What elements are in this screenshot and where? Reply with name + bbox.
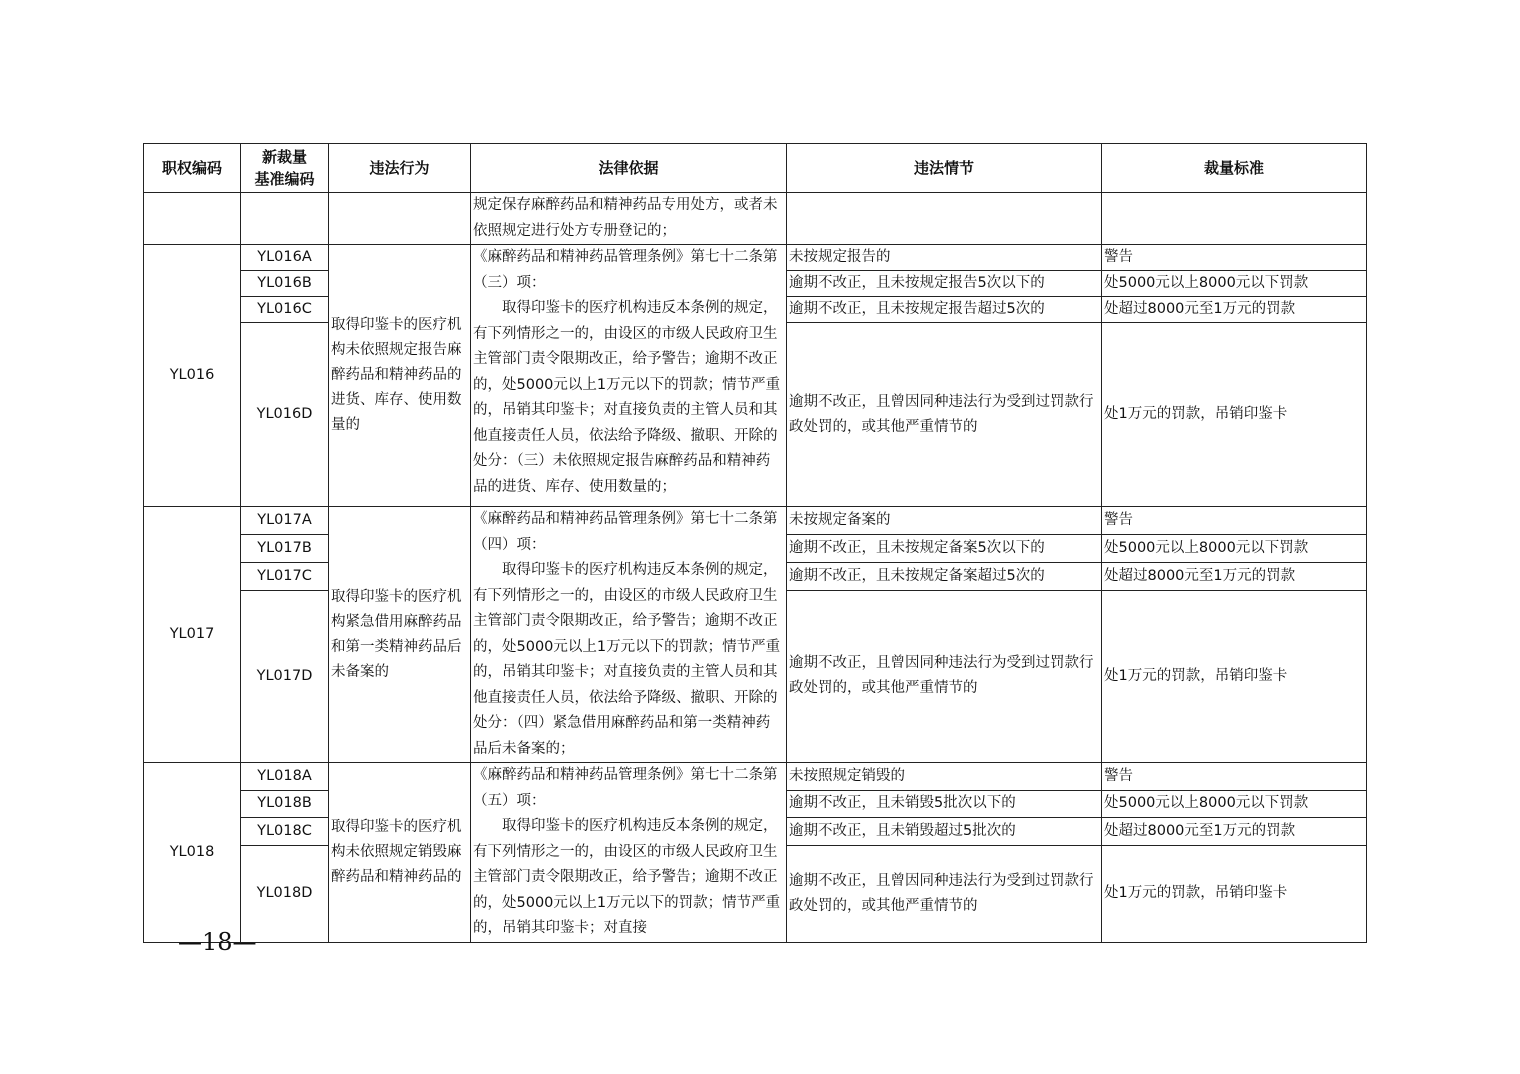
violation-cell: 取得印鉴卡的医疗机构紧急借用麻醉药品和第一类精神药品后未备案的 xyxy=(329,507,471,763)
new-code-cell: YL018D xyxy=(241,845,329,942)
circumstance-cell: 逾期不改正，且未销毁5批次以下的 xyxy=(787,790,1102,818)
standard-cell: 警告 xyxy=(1102,245,1367,271)
legal-basis-cell xyxy=(471,245,787,507)
standard-cell: 处5000元以上8000元以下罚款 xyxy=(1102,534,1367,562)
table-body xyxy=(144,193,1367,943)
header-authority-code: 职权编码 xyxy=(144,144,241,193)
legal-basis-text: 取得印鉴卡的医疗机构违反本条例的规定，有下列情形之一的，由设区的市级人民政府卫生主管部门责令限期改正，给予警告；逾期不改正的，处5000元以上1万元以下的罚款；情节严重的，吊销其印鉴卡；对直接 xyxy=(473,818,781,936)
new-code-cell: YL016A xyxy=(241,245,329,271)
circumstance-cell: 逾期不改正，且未按规定报告5次以下的 xyxy=(787,271,1102,297)
circumstance-cell: 逾期不改正，且未按规定备案5次以下的 xyxy=(787,534,1102,562)
standard-cell: 处1万元的罚款，吊销印鉴卡 xyxy=(1102,323,1367,507)
authority-code-cell: YL016 xyxy=(144,245,241,507)
page-number: —18— xyxy=(178,928,257,956)
new-code-cell: YL018A xyxy=(241,763,329,791)
standard-cell: 处超过8000元至1万元的罚款 xyxy=(1102,818,1367,846)
header-new-code: 新裁量 基准编码 xyxy=(241,144,329,193)
table-row xyxy=(144,245,1367,271)
new-code-cell: YL018B xyxy=(241,790,329,818)
circumstance-cell: 未按规定备案的 xyxy=(787,507,1102,535)
standard-cell: 警告 xyxy=(1102,507,1367,535)
legal-basis-text: 取得印鉴卡的医疗机构违反本条例的规定，有下列情形之一的，由设区的市级人民政府卫生主管部门责令限期改正，给予警告；逾期不改正的，处5000元以上1万元以下的罚款；情节严重的，吊销其印鉴卡；对直接负责的主管人员和其他直接责任人员，依法给予降级、撤职、开除的处分：（四）紧急借用麻醉药品和第一类精神药品后未备案的； xyxy=(473,562,781,757)
empty-cell xyxy=(144,193,241,245)
standard-cell: 处超过8000元至1万元的罚款 xyxy=(1102,562,1367,590)
circumstance-cell: 未按照规定销毁的 xyxy=(787,763,1102,791)
circumstance-cell: 未按规定报告的 xyxy=(787,245,1102,271)
circumstance-cell: 逾期不改正，且曾因同种违法行为受到过罚款行政处罚的，或其他严重情节的 xyxy=(787,323,1102,507)
circumstance-cell: 逾期不改正，且曾因同种违法行为受到过罚款行政处罚的，或其他严重情节的 xyxy=(787,845,1102,942)
new-code-cell: YL017A xyxy=(241,507,329,535)
table-header-row xyxy=(144,144,1367,193)
standard-cell: 处1万元的罚款，吊销印鉴卡 xyxy=(1102,590,1367,762)
header-circumstance: 违法情节 xyxy=(787,144,1102,193)
violation-cell: 取得印鉴卡的医疗机构未依照规定销毁麻醉药品和精神药品的 xyxy=(329,763,471,943)
continuation-row xyxy=(144,193,1367,245)
legal-basis-continuation: 规定保存麻醉药品和精神药品专用处方，或者未依照规定进行处方专册登记的； xyxy=(471,193,787,245)
legal-basis-cell xyxy=(471,507,787,763)
empty-cell xyxy=(1102,193,1367,245)
authority-code-cell: YL017 xyxy=(144,507,241,763)
header-legal-basis: 法律依据 xyxy=(471,144,787,193)
legal-basis-heading: 《麻醉药品和精神药品管理条例》第七十二条第（三）项： xyxy=(473,249,778,291)
empty-cell xyxy=(241,193,329,245)
violation-cell: 取得印鉴卡的医疗机构未依照规定报告麻醉药品和精神药品的进货、库存、使用数量的 xyxy=(329,245,471,507)
new-code-cell: YL018C xyxy=(241,818,329,846)
authority-code-cell: YL018 xyxy=(144,763,241,943)
header-violation: 违法行为 xyxy=(329,144,471,193)
header-standard: 裁量标准 xyxy=(1102,144,1367,193)
standard-cell: 警告 xyxy=(1102,763,1367,791)
new-code-cell: YL017C xyxy=(241,562,329,590)
standard-cell: 处5000元以上8000元以下罚款 xyxy=(1102,790,1367,818)
circumstance-cell: 逾期不改正，且未按规定报告超过5次的 xyxy=(787,297,1102,323)
standard-cell: 处超过8000元至1万元的罚款 xyxy=(1102,297,1367,323)
legal-basis-heading: 《麻醉药品和精神药品管理条例》第七十二条第（五）项： xyxy=(473,767,778,809)
table-row xyxy=(144,763,1367,791)
penalty-discretion-table xyxy=(143,143,1367,943)
table-row xyxy=(144,507,1367,535)
circumstance-cell: 逾期不改正，且曾因同种违法行为受到过罚款行政处罚的，或其他严重情节的 xyxy=(787,590,1102,762)
standard-cell: 处5000元以上8000元以下罚款 xyxy=(1102,271,1367,297)
new-code-cell: YL017B xyxy=(241,534,329,562)
new-code-cell: YL017D xyxy=(241,590,329,762)
new-code-cell: YL016C xyxy=(241,297,329,323)
legal-basis-text: 取得印鉴卡的医疗机构违反本条例的规定，有下列情形之一的，由设区的市级人民政府卫生主管部门责令限期改正，给予警告；逾期不改正的，处5000元以上1万元以下的罚款；情节严重的，吊销其印鉴卡；对直接负责的主管人员和其他直接责任人员，依法给予降级、撤职、开除的处分：（三）未依照规定报告麻醉药品和精神药品的进货、库存、使用数量的； xyxy=(473,300,781,495)
legal-basis-cell xyxy=(471,763,787,943)
circumstance-cell: 逾期不改正，且未销毁超过5批次的 xyxy=(787,818,1102,846)
legal-basis-heading: 《麻醉药品和精神药品管理条例》第七十二条第（四）项： xyxy=(473,511,778,553)
empty-cell xyxy=(787,193,1102,245)
empty-cell xyxy=(329,193,471,245)
standard-cell: 处1万元的罚款，吊销印鉴卡 xyxy=(1102,845,1367,942)
circumstance-cell: 逾期不改正，且未按规定备案超过5次的 xyxy=(787,562,1102,590)
new-code-cell: YL016B xyxy=(241,271,329,297)
new-code-cell: YL016D xyxy=(241,323,329,507)
